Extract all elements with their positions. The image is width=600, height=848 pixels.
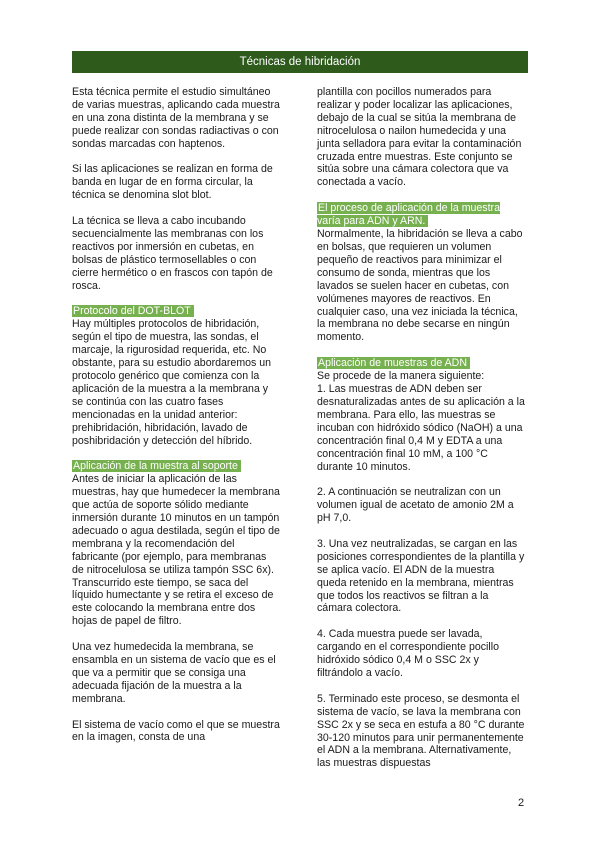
section-heading	[72, 305, 281, 318]
paragraph: Transcurrido este tiempo, se saca del líquido humectante y se retira el exceso de este colocando la membrana entre dos hojas de papel de filtro.	[72, 576, 274, 628]
section-heading	[72, 460, 281, 473]
paragraph: 3. Una vez neutralizadas, se cargan en las posiciones correspondientes de la plantilla y se aplica vacío. El ADN de la muestra queda retenido en la membrana, mientras que todos los reactivos se filtran a la cámara colectora.	[317, 537, 525, 615]
paragraph: 4. Cada muestra puede ser lavada, cargando en el correspondiente pocillo hidróxido sódico 0,4 M o SSC 2x y filtrándolo a vacío.	[317, 628, 499, 679]
paragraph: Antes de iniciar la aplicación de las muestras, hay que humedecer la membrana que actúa de soporte sólido mediante inmersión durante 10 minutos en un tampón adecuado o agua destilada, según el tipo de membrana y la recomendación del fabricante (por ejemplo, para membranas de nitrocelulosa se utiliza tampón SSC 6x).	[72, 473, 280, 576]
paragraph: Normalmente, la hibridación se lleva a cabo en bolsas, que requieren un volumen pequeño de reactivos para minimizar el consumo de sonda, mientras que los lavados se suelen hacer en cubetas, con volúmenes mayores de reactivos. En cualquier caso, una vez iniciada la técnica, la membrana no debe secarse en ningún momento.	[317, 228, 523, 344]
paragraph: plantilla con pocillos numerados para realizar y poder localizar las aplicaciones, debajo de la cual se sitúa la membrana de nitrocelulosa o nailon humedecida y una junta selladora para evitar la contaminación cruzada entre muestras. Este conjunto se sitúa sobre una cámara colectora que va conectada a vacío.	[317, 86, 522, 189]
page-header-title: Técnicas de hibridación	[239, 56, 361, 68]
page-header	[72, 51, 528, 73]
section-heading-proceso: El proceso de aplicación de la muestra varía para ADN y ARN.	[317, 202, 500, 228]
section-heading-adn: Aplicación de muestras de ADN	[317, 357, 470, 369]
paragraph: 2. A continuación se neutralizan con un volumen igual de acetato de amonio 2M a pH 7,0.	[317, 486, 514, 525]
left-column	[72, 86, 281, 757]
paragraph: Hay múltiples protocolos de hibridación, según el tipo de muestra, las sondas, el marcaje, la rigurosidad requerida, etc. No obstante, para su estudio abordaremos un protocolo genérico que comienza con la aplicación de la muestra a la membrana y se continúa con las cuatro fases mencionadas en la unidad anterior: prehibridación, hibridación, lavado de poshibridación y detección del híbrido.	[72, 318, 272, 447]
paragraph: 1. Las muestras de ADN deben ser desnaturalizadas antes de su aplicación a la membrana. Para ello, las muestras se incuban con hidróxido sódico (NaOH) a una concentración final 0,4 M y EDTA a una concentración final 10 mM, a 100 °C durante 10 minutos.	[317, 383, 525, 473]
section-heading	[317, 202, 526, 228]
page-number: 2	[518, 797, 525, 809]
paragraph: Se procede de la manera siguiente:	[317, 370, 485, 383]
section-heading	[317, 357, 526, 370]
paragraph: 5. Terminado este proceso, se desmonta el sistema de vacío, se lava la membrana con SSC 2x y se seca en estufa a 80 °C durante 30-120 minutos para unir permanentemente el ADN a la membrana. Alternativamente, las muestras dispuestas	[317, 692, 525, 770]
section-heading-protocolo: Protocolo del DOT-BLOT	[72, 305, 194, 317]
paragraph: Si las aplicaciones se realizan en forma de banda en lugar de en forma circular, la técnica se denomina slot blot.	[72, 163, 273, 202]
right-column	[317, 86, 526, 783]
paragraph: Una vez humedecida la membrana, se ensambla en un sistema de vacío que es el que va a permitir que se consiga una adecuada fijación de la muestra a la membrana.	[72, 641, 276, 705]
paragraph: La técnica se lleva a cabo incubando secuencialmente las membranas con los reactivos por inmersión en cubetas, en bolsas de plástico termosellables o con cierre hermético o en frascos con tapón de rosca.	[72, 215, 273, 292]
paragraph: El sistema de vacío como el que se muestra en la imagen, consta de una	[72, 718, 280, 744]
paragraph: Esta técnica permite el estudio simultáneo de varias muestras, aplicando cada muestra en una zona distinta de la membrana y se puede realizar con sondas radiactivas o con sondas marcadas con haptenos.	[72, 86, 280, 150]
section-heading-aplicacion: Aplicación de la muestra al soporte	[72, 460, 241, 472]
